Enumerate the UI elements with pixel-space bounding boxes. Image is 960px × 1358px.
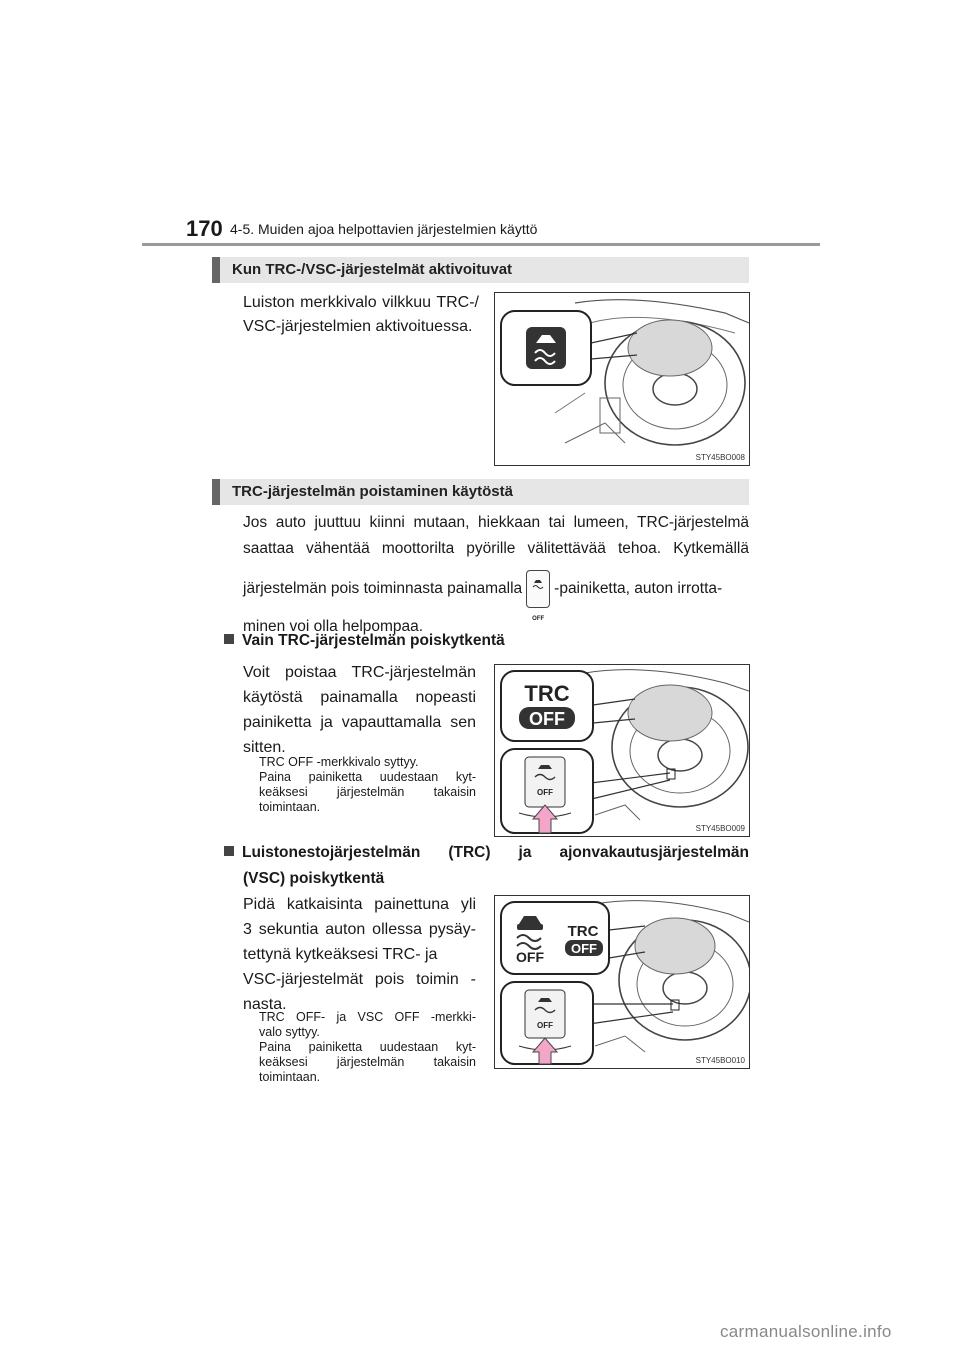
text-line: minen voi olla helpompaa. [243, 618, 424, 635]
subheading-trc-off [224, 628, 505, 654]
text-line: nasta. [243, 996, 287, 1013]
trc-indicator-text: TRC [524, 681, 570, 706]
text-line: Jos auto juuttuu kiinni mutaan, hiekkaan tai lumeen, TRC-järjestelmä [243, 514, 749, 531]
dashboard-illustration [495, 293, 750, 466]
text-line: Pidä katkaisinta painettuna yli [243, 896, 476, 913]
section-title: Kun TRC-/VSC-järjestelmät aktivoituvat [232, 261, 513, 278]
chapter-title: 4-5. Muiden ajoa helpottavien järjestelmien käyttö [230, 221, 538, 237]
trc-off-text [243, 660, 476, 760]
figure-trc-vsc-off [494, 895, 750, 1069]
text-line: 3 sekuntia auton ollessa pysäy- [243, 921, 476, 938]
text-line-with-button [243, 563, 749, 622]
text-fragment: järjestelmän pois toiminnasta painamalla [243, 580, 523, 597]
text-line: toimintaan. [259, 800, 321, 814]
figure-trc-off [494, 664, 750, 837]
section-title: TRC-järjestelmän poistaminen käytöstä [232, 483, 513, 500]
text-line: keäksesi järjestelmän takaisin [259, 785, 476, 799]
bullet-square [224, 846, 234, 856]
subheading-text: (VSC) poiskytkentä [243, 870, 385, 887]
trc-indicator-text: TRC [567, 923, 599, 940]
activation-text [243, 291, 479, 339]
text-line: Paina painiketta uudestaan kyt- [259, 770, 476, 784]
text-line: VSC-järjestelmien aktivoituessa. [243, 318, 473, 335]
dashboard-illustration [495, 665, 750, 837]
subheading-text: Vain TRC-järjestelmän poiskytkentä [242, 632, 505, 649]
vsc-off-button-icon [526, 570, 550, 622]
figure-id: STY45BO010 [695, 1056, 745, 1065]
button-off-text: OFF [537, 1021, 553, 1030]
text-line: TRC OFF- ja VSC OFF -merkki- [259, 1010, 476, 1024]
text-line: Paina painiketta uudestaan kyt- [259, 1040, 476, 1054]
text-line: Luiston merkkivalo vilkkuu TRC-/ [243, 294, 479, 311]
section-heading-activation [212, 257, 749, 283]
text-line: keäksesi järjestelmän takaisin [259, 1055, 476, 1069]
figure-id: STY45BO009 [695, 824, 745, 833]
trc-vsc-off-text [243, 892, 476, 1017]
text-line: saattaa vähentää moottorilta pyörille välitettävää tehoa. Kytkemällä [243, 540, 749, 557]
text-line: TRC OFF -merkkivalo syttyy. [259, 755, 419, 769]
off-indicator-text: OFF [571, 941, 597, 956]
text-line: VSC-järjestelmät pois toimin - [243, 971, 476, 988]
page-number: 170 [186, 216, 223, 241]
figure-slip-indicator [494, 292, 750, 466]
section-heading-disable [212, 479, 749, 505]
text-line: painiketta ja vapauttamalla sen [243, 714, 476, 731]
text-fragment: -painiketta, auton irrotta- [554, 580, 723, 597]
button-label: OFF [532, 616, 545, 622]
text-line: valo syttyy. [259, 1025, 320, 1039]
off-indicator-text: OFF [529, 709, 565, 729]
subheading-text: Luistonestojärjestelmän (TRC) ja ajonvakautusjärjestelmän [242, 844, 749, 861]
trc-vsc-off-note [259, 1010, 476, 1085]
header-rule [142, 243, 820, 246]
bullet-square [224, 634, 234, 644]
text-line: Voit poistaa TRC-järjestelmän [243, 664, 476, 681]
button-off-text: OFF [537, 788, 553, 797]
text-line: toimintaan. [259, 1070, 321, 1084]
subheading-line [224, 840, 749, 866]
dashboard-illustration [495, 896, 750, 1069]
text-line: käytöstä painamalla nopeasti [243, 689, 476, 706]
text-line: tettynä kytkeäksesi TRC- ja [243, 946, 438, 963]
figure-id: STY45BO008 [695, 453, 745, 462]
subheading-trc-vsc-off [224, 840, 749, 892]
disable-intro [243, 511, 749, 641]
watermark[interactable]: carmanualsonline.info [720, 1322, 892, 1341]
vsc-off-text: OFF [516, 949, 544, 965]
trc-off-note [259, 755, 476, 815]
text-line: sitten. [243, 739, 286, 756]
